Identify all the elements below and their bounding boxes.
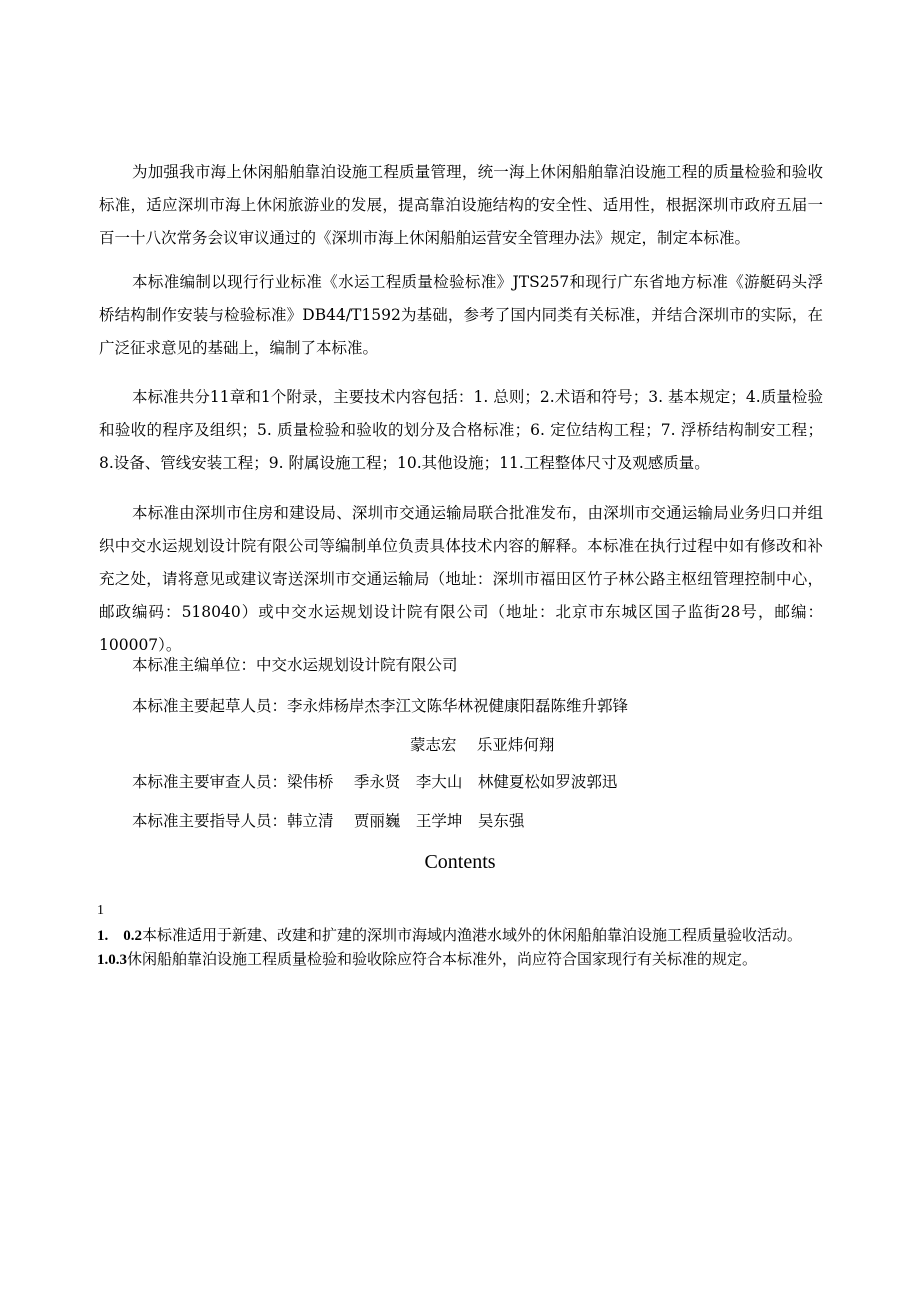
clause-1-0-3 (97, 947, 757, 972)
reviewers-line: 本标准主要审查人员：梁伟桥 季永贤 李大山 林健夏松如罗波郭迅 (132, 773, 618, 791)
drafters-line-2: 蒙志宏 乐亚炜何翔 (410, 736, 555, 754)
preface-paragraph-1: 为加强我市海上休闲船舶靠泊设施工程质量管理，统一海上休闲船舶靠泊设施工程的质量检验和验收标准，适应深圳市海上休闲旅游业的发展，提高靠泊设施结构的安全性、适用性，根据深圳市政府五届一百一十八次常务会议审议通过的《深圳市海上休闲船舶运营安全管理办法》规定，制定本标准。 (99, 163, 823, 247)
chief-editor-unit: 本标准主编单位：中交水运规划设计院有限公司 (132, 656, 458, 674)
preface-paragraph-4: 本标准由深圳市住房和建设局、深圳市交通运输局联合批准发布，由深圳市交通运输局业务归口并组织中交水运规划设计院有限公司等编制单位负责具体技术内容的解释。本标准在执行过程中如有修改和补充之处，请将意见或建议寄送深圳市交通运输局（地址：深圳市福田区竹子林公路主枢纽管理控制中心，邮政编码：518040）或中交水运规划设计院有限公司（地址：北京市东城区国子监街28号，邮编：100007）。 (99, 504, 823, 654)
chapter-number: 1 (97, 903, 104, 918)
clause-number: 1. 0.2 (97, 928, 143, 944)
advisors-line: 本标准主要指导人员：韩立清 贾丽巍 王学坤 吴东强 (132, 812, 525, 830)
drafters-line-1: 本标准主要起草人员：李永炜杨岸杰李江文陈华林祝健康阳磊陈维升郭锋 (132, 697, 629, 715)
contents-heading: Contents (424, 851, 496, 873)
clause-text: 休闲船舶靠泊设施工程质量检验和验收除应符合本标准外，尚应符合国家现行有关标准的规定。 (127, 950, 758, 968)
clause-text: 本标准适用于新建、改建和扩建的深圳市海域内渔港水域外的休闲船舶靠泊设施工程质量验收活动。 (142, 926, 803, 944)
preface-paragraph-2: 本标准编制以现行行业标准《水运工程质量检验标准》JTS257和现行广东省地方标准《游艇码头浮桥结构制作安装与检验标准》DB44/T1592为基础，参考了国内同类有关标准，并结合深圳市的实际，在广泛征求意见的基础上，编制了本标准。 (99, 273, 823, 357)
preface-paragraph-3: 本标准共分11章和1个附录，主要技术内容包括：1. 总则；2.术语和符号；3. 基本规定；4.质量检验和验收的程序及组织；5. 质量检验和验收的划分及合格标准；6. 定位结构工程；7. 浮桥结构制安工程；8.设备、管线安装工程；9. 附属设施工程；10.其他设施；11.工程整体尺寸及观感质量。 (99, 388, 823, 472)
clause-number: 1.0.3 (97, 952, 127, 968)
clause-1-0-2 (97, 923, 802, 948)
